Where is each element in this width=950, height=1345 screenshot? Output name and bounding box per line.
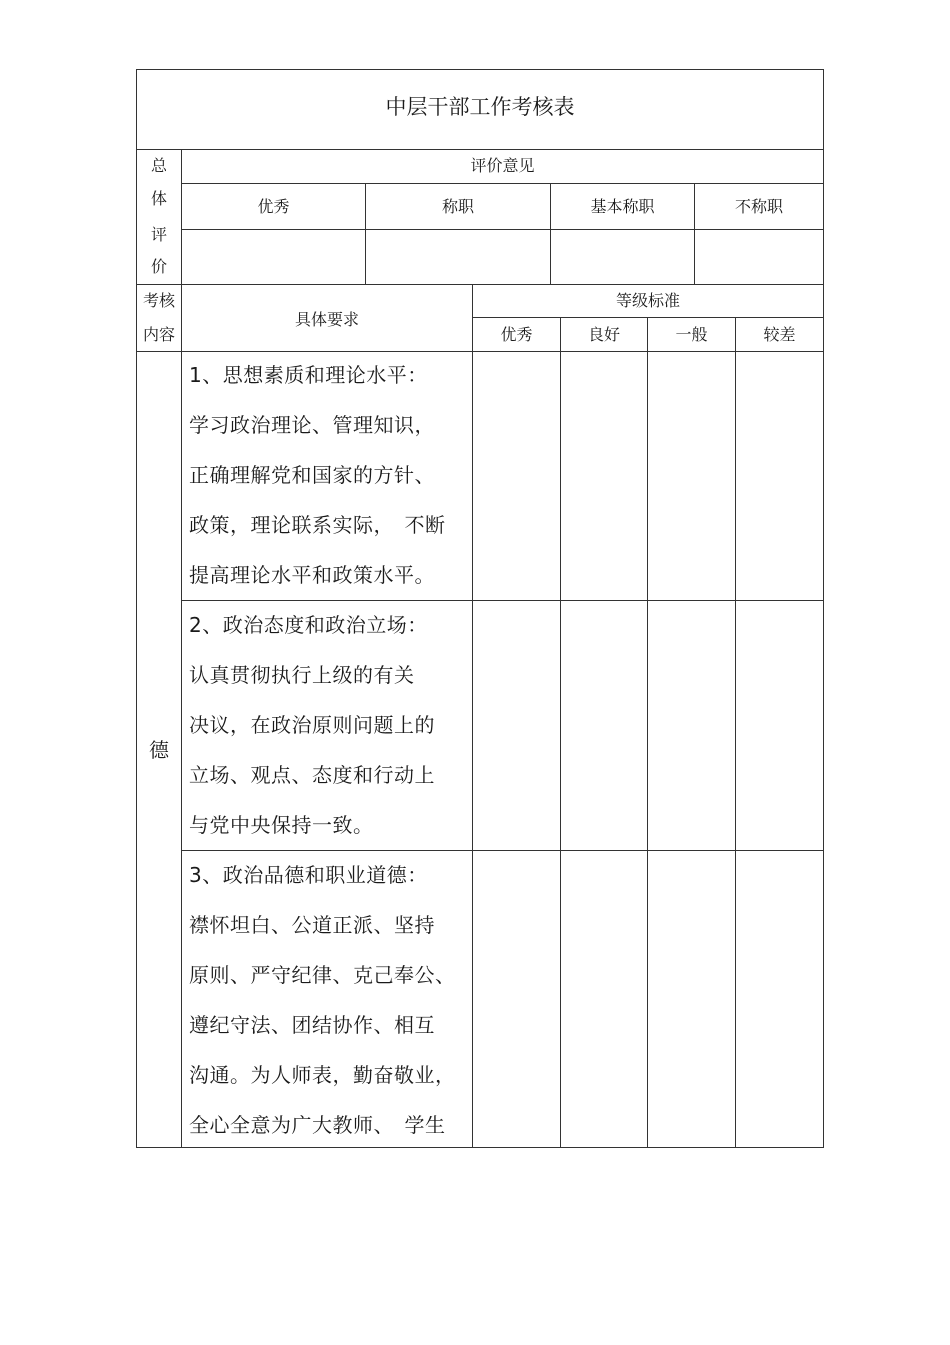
item-line: 全心全意为广大教师、 学生 (189, 1113, 446, 1137)
content-label: 内容 (142, 325, 175, 344)
overall-label-char: 价 (150, 257, 167, 276)
item-line: 正确理解党和国家的方针、 (189, 463, 435, 487)
item-line: 襟怀坦白、公道正派、坚持 (189, 913, 435, 937)
grade-header: 良好 (587, 325, 620, 344)
overall-label-char: 评 (150, 225, 167, 244)
opinion-header: 评价意见 (470, 156, 535, 175)
rule-grades-3 (735, 317, 736, 1148)
rule-label-column (181, 149, 182, 1148)
grade-header: 优秀 (500, 325, 533, 344)
table-border-right (823, 69, 824, 1148)
rule-below-overall (136, 284, 824, 285)
rule-below-levels (181, 229, 824, 230)
requirement-label: 具体要求 (294, 310, 359, 329)
grade-header: 一般 (675, 325, 708, 344)
item-line: 3、政治品德和职业道德： (189, 863, 428, 887)
overall-label-char: 体 (150, 189, 167, 208)
level-header: 优秀 (257, 197, 290, 216)
item-line: 与党中央保持一致。 (189, 813, 374, 837)
item-line: 提高理论水平和政策水平。 (189, 563, 435, 587)
grade-header: 较差 (763, 325, 796, 344)
item-line: 沟通。为人师表，勤奋敬业， (189, 1063, 456, 1087)
rule-below-title (136, 149, 824, 150)
rule-requirement-column (472, 284, 473, 1148)
item-line: 学习政治理论、管理知识， (189, 413, 435, 437)
rule-below-opinion-header (181, 183, 824, 184)
item-line: 政策，理论联系实际， 不断 (189, 513, 446, 537)
item-line: 认真贯彻执行上级的有关 (189, 663, 415, 687)
item-line: 2、政治态度和政治立场： (189, 613, 428, 637)
rule-below-item-2 (181, 850, 824, 851)
rule-grades-1 (560, 317, 561, 1148)
rule-below-standard-label (472, 317, 824, 318)
rule-grades-2 (647, 317, 648, 1148)
item-line: 遵纪守法、团结协作、相互 (189, 1013, 435, 1037)
item-line: 决议，在政治原则问题上的 (189, 713, 435, 737)
table-border-bottom (136, 1147, 824, 1148)
standard-label: 等级标准 (615, 291, 680, 310)
item-line: 立场、观点、态度和行动上 (189, 763, 435, 787)
table-border-top (136, 69, 824, 70)
section-label: 德 (149, 738, 169, 762)
item-line: 1、思想素质和理论水平： (189, 363, 428, 387)
rule-below-item-1 (181, 600, 824, 601)
content-label: 考核 (142, 291, 175, 310)
page-title: 中层干部工作考核表 (385, 95, 575, 119)
overall-label-char: 总 (150, 156, 167, 175)
level-header: 称职 (441, 197, 474, 216)
rule-below-grades (136, 351, 824, 352)
level-header: 不称职 (734, 197, 783, 216)
item-line: 原则、严守纪律、克己奉公、 (189, 963, 456, 987)
level-header: 基本称职 (590, 197, 655, 216)
